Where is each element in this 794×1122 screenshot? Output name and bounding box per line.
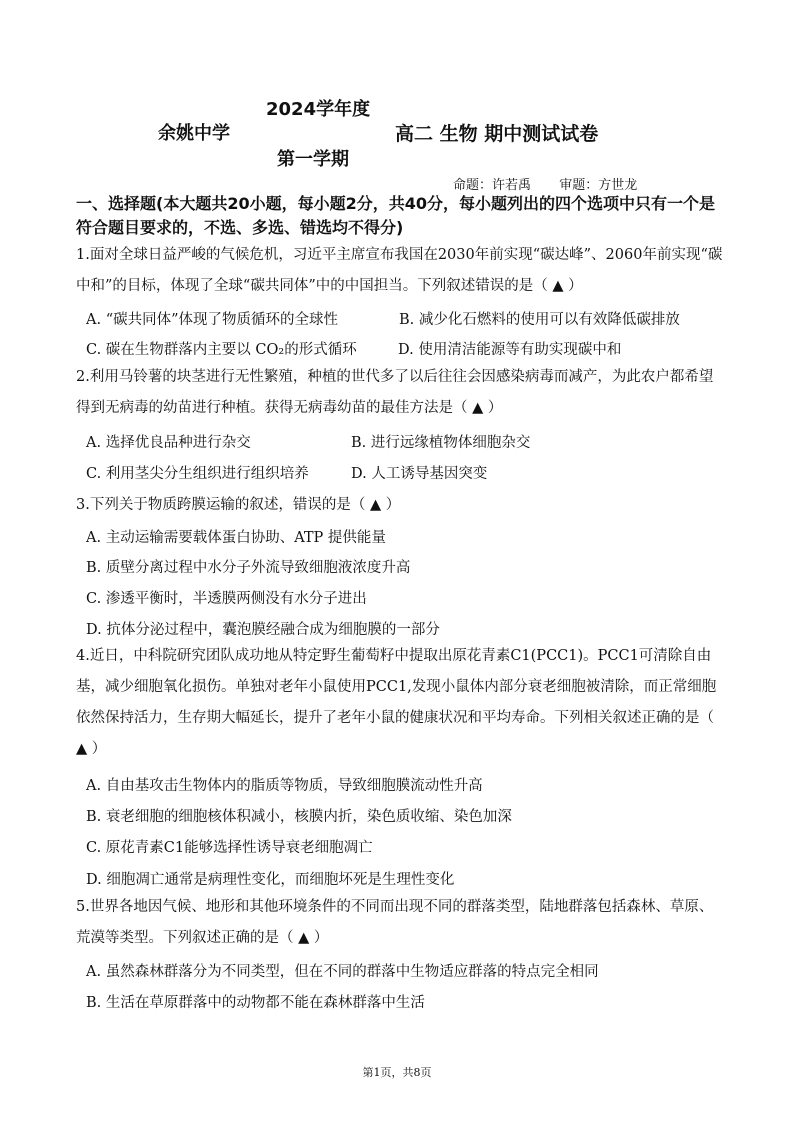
exam-year: 2024学年度 [266, 99, 371, 120]
q2-option-b: B. 进行远缘植物体细胞杂交 [351, 435, 531, 451]
question-stem-4: 4.近日，中科院研究团队成功地从特定野生葡萄籽中提取出原花青素C1(PCC1)。PCC1可清除自由基，减少细胞氧化损伤。单独对老年小鼠使用PCC1,发现小鼠体内部分衰老细胞被清除，而正常细胞依然保持活力，生存期大幅延长，提升了老年小鼠的健康状况和平均寿命。下列相关叙述正确的是（ ▲ ） [76, 648, 717, 757]
page-footer: 第1页，共8页 [362, 1066, 432, 1079]
q5-option-a: A. 虽然森林群落分为不同类型，但在不同的群落中生物适应群落的特点完全相同 [86, 964, 599, 980]
question-stem-3: 3.下列关于物质跨膜运输的叙述，错误的是（ ▲ ） [76, 497, 401, 513]
question-stem-1: 1.面对全球日益严峻的气候危机，习近平主席宣布我国在2030年前实现“碳达峰”、2060年前实现“碳中和”的目标，体现了全球“碳共同体”中的中国担当。下列叙述错误的是（ ▲ ） [76, 247, 723, 294]
q2-option-d: D. 人工诱导基因突变 [351, 466, 488, 482]
q4-option-a: A. 自由基攻击生物体内的脂质等物质，导致细胞膜流动性升高 [86, 778, 483, 794]
q3-option-c: C. 渗透平衡时，半透膜两侧没有水分子进出 [86, 591, 367, 607]
question-reviewer: 审题：方世龙 [559, 178, 638, 193]
q1-option-d: D. 使用清洁能源等有助实现碳中和 [398, 342, 622, 358]
q4-option-b: B. 衰老细胞的细胞核体积减小，核膜内折，染色质收缩、染色加深 [86, 809, 512, 825]
q3-option-d: D. 抗体分泌过程中，囊泡膜经融合成为细胞膜的一部分 [86, 622, 440, 638]
section-title: 一、选择题(本大题共20小题，每小题2分，共40分，每小题列出的四个选项中只有一个是符合题目要求的，不选、多选、错选均不得分) [76, 194, 715, 237]
q3-option-a: A. 主动运输需要载体蛋白协助、ATP 提供能量 [86, 530, 386, 546]
q1-option-a: A. “碳共同体”体现了物质循环的全球性 [86, 312, 339, 328]
school-name: 余姚中学 [158, 123, 230, 144]
exam-authors [453, 174, 637, 193]
q1-option-c: C. 碳在生物群落内主要以 CO₂的形式循环 [86, 342, 357, 358]
question-setter: 命题：许若禹 [453, 178, 532, 193]
q2-option-a: A. 选择优良品种进行杂交 [86, 435, 251, 451]
q3-option-b: B. 质壁分离过程中水分子外流导致细胞液浓度升高 [86, 560, 411, 576]
q4-option-c: C. 原花青素C1能够选择性诱导衰老细胞凋亡 [86, 840, 373, 856]
question-stem-5: 5.世界各地因气候、地形和其他环境条件的不同而出现不同的群落类型，陆地群落包括森林、草原、荒漠等类型。下列叙述正确的是（ ▲ ） [76, 899, 714, 946]
q4-option-d: D. 细胞凋亡通常是病理性变化，而细胞坏死是生理性变化 [86, 872, 455, 888]
q5-option-b: B. 生活在草原群落中的动物都不能在森林群落中生活 [86, 995, 425, 1011]
exam-title: 高二 生物 期中测试试卷 [395, 123, 599, 145]
question-stem-2: 2.利用马铃薯的块茎进行无性繁殖，种植的世代多了以后往往会因感染病毒而减产，为此农户都希望得到无病毒的幼苗进行种植。获得无病毒幼苗的最佳方法是（ ▲ ） [76, 369, 714, 416]
exam-semester: 第一学期 [277, 149, 349, 170]
q1-option-b: B. 减少化石燃料的使用可以有效降低碳排放 [399, 312, 680, 328]
q2-option-c: C. 利用茎尖分生组织进行组织培养 [86, 466, 309, 482]
